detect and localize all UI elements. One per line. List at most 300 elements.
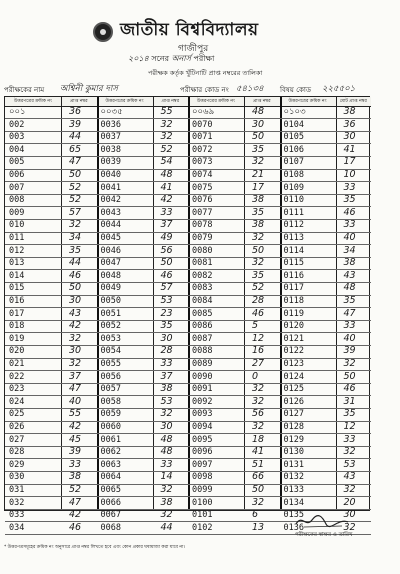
roll-number-cell: 0136 [283, 522, 304, 533]
marks-column-header: প্রাপ্ত নম্বর [61, 97, 97, 107]
roll-number-cell: 011 [9, 233, 25, 243]
roll-number-cell: 009 [9, 207, 25, 218]
marks-cell: 32 [343, 521, 356, 533]
column-divider [336, 97, 337, 510]
marks-cell: 50 [69, 282, 82, 294]
university-logo-icon [93, 22, 113, 42]
marks-cell: 32 [160, 509, 173, 521]
roll-number-cell: 010 [9, 220, 25, 231]
marks-cell: 35 [343, 295, 356, 306]
roll-number-cell: 003 [9, 132, 25, 143]
marks-cell: 40 [343, 332, 356, 344]
paper-code: ৫৪১৩৪ [236, 84, 264, 94]
marks-cell: 48 [343, 282, 356, 294]
marks-cell: 32 [69, 358, 82, 369]
roll-number-cell: 0080 [192, 245, 213, 256]
marks-cell: 14 [160, 471, 173, 483]
marks-cell: 42 [69, 421, 82, 432]
marks-cell: 46 [343, 383, 356, 395]
examiner-signature [292, 512, 352, 530]
roll-number-cell: 0114 [283, 245, 304, 256]
roll-number-cell: 0041 [100, 182, 121, 193]
roll-column-header: উত্তরপত্রের ক্রমিক নং [5, 97, 61, 107]
roll-number-cell: 016 [9, 296, 25, 306]
marks-cell: 28 [252, 295, 265, 306]
marks-cell: 17 [252, 181, 265, 193]
roll-number-cell: 0083 [192, 283, 213, 294]
marks-cell: 32 [252, 257, 265, 269]
sheet-subtitle: পরীক্ষক কর্তৃক খুঁটিনাটি প্রাপ্ত নম্বরের তালিকা [148, 69, 263, 77]
roll-number-cell: 0079 [192, 233, 213, 243]
marks-cell: 31 [343, 395, 356, 407]
roll-number-cell: 0081 [192, 258, 213, 269]
marks-cell: 47 [343, 307, 356, 319]
roll-number-cell: 0053 [100, 333, 121, 344]
marks-cell: 48 [160, 433, 173, 445]
roll-number-cell: 0077 [192, 207, 213, 218]
marks-cell: 52 [69, 194, 82, 206]
roll-number-cell: 0076 [192, 195, 213, 206]
marks-cell: 28 [160, 345, 173, 357]
exam-line-suffix: সনের [151, 54, 170, 63]
marks-cell: 32 [160, 118, 173, 130]
marks-cell: 56 [160, 244, 173, 256]
marks-cell: 50 [160, 257, 173, 269]
roll-number-cell: 015 [9, 283, 25, 294]
marks-cell: 52 [252, 282, 265, 294]
marks-cell: 43 [69, 307, 82, 319]
roll-number-cell: 024 [9, 396, 25, 407]
marks-cell: 48 [160, 169, 173, 180]
exam-line-end: পরীক্ষা [193, 54, 215, 63]
marks-cell: 38 [343, 257, 356, 269]
marks-cell: 38 [69, 471, 82, 483]
marks-cell: 5 [252, 320, 259, 332]
roll-number-cell: 0074 [192, 170, 213, 180]
marks-cell: 32 [252, 421, 265, 432]
roll-number-cell: ০১০৩ [283, 107, 306, 117]
roll-number-cell: 026 [9, 422, 25, 432]
roll-number-cell: 0087 [192, 333, 213, 344]
marks-cell: 57 [69, 206, 82, 218]
marks-cell: 52 [69, 484, 82, 495]
roll-number-cell: 0066 [100, 497, 121, 508]
roll-number-cell: 006 [9, 170, 25, 180]
roll-number-cell: 0133 [283, 485, 304, 495]
roll-number-cell: 0050 [100, 296, 121, 306]
column-divider [61, 97, 62, 510]
roll-number-cell: 0070 [192, 119, 213, 130]
roll-number-cell: 0043 [100, 207, 121, 218]
roll-number-cell: 007 [9, 182, 25, 193]
exam-line [128, 53, 214, 66]
marks-cell: 55 [160, 106, 173, 117]
marks-cell: 32 [252, 156, 265, 168]
roll-number-cell: 0095 [192, 434, 213, 445]
roll-number-cell: 034 [9, 522, 25, 533]
marks-cell: 35 [160, 320, 173, 332]
marks-cell: 0 [252, 370, 259, 382]
footnote: * উত্তরপত্রসমূহের ক্রমিক নং অনুসারে প্রাপ্ত নম্বর লিখতে হবে এবং কোন প্রকার ঘষামাজা করা যাবে না। [4, 545, 186, 550]
roll-number-cell: 0101 [192, 510, 213, 521]
roll-number-cell: 028 [9, 447, 25, 458]
roll-number-cell: 0059 [100, 409, 121, 420]
subject-code: ২২৫৫০১ [322, 84, 356, 94]
university-location: গাজীপুর [178, 44, 209, 54]
row-divider [5, 534, 97, 535]
marks-cell: 30 [160, 421, 173, 432]
marks-column-header: প্রাপ্ত নম্বর [153, 97, 189, 107]
roll-number-cell: 0038 [100, 144, 121, 155]
roll-number-cell: 027 [9, 434, 25, 445]
marks-cell: 38 [343, 106, 356, 117]
roll-number-cell: 005 [9, 157, 25, 168]
roll-number-cell: 008 [9, 195, 25, 206]
roll-column-header: উত্তরপত্রের ক্রমিক নং [97, 97, 153, 107]
marks-cell: 39 [343, 345, 356, 357]
marks-cell: 42 [69, 320, 82, 332]
roll-number-cell: 0048 [100, 270, 121, 281]
marks-cell: 6 [252, 509, 259, 521]
marks-cell: 32 [252, 395, 265, 407]
roll-number-cell: 014 [9, 270, 25, 281]
marks-cell: 27 [252, 358, 265, 369]
marks-cell: 17 [343, 156, 356, 168]
marks-cell: 38 [160, 383, 173, 395]
roll-number-cell: 0092 [192, 396, 213, 407]
roll-number-cell: 017 [9, 308, 25, 319]
marks-cell: 49 [160, 232, 173, 243]
marks-cell: 37 [160, 219, 173, 231]
roll-number-cell: 0052 [100, 321, 121, 332]
marks-cell: 40 [343, 232, 356, 243]
marks-cell: 46 [69, 269, 82, 281]
marks-cell: 48 [252, 106, 265, 117]
roll-number-cell: 0098 [192, 472, 213, 483]
roll-number-cell: 030 [9, 472, 25, 483]
marks-cell: 53 [343, 458, 356, 470]
marks-cell: 41 [252, 446, 265, 458]
marks-cell: 50 [252, 131, 265, 143]
roll-number-cell: 0089 [192, 359, 213, 369]
marks-cell: 32 [160, 131, 173, 143]
roll-number-cell: 0051 [100, 308, 121, 319]
roll-number-cell: 0068 [100, 522, 121, 533]
roll-column-header: উত্তরপত্রের ক্রমিক নং [188, 97, 244, 107]
marks-cell: 42 [69, 509, 82, 521]
marks-cell: 34 [343, 244, 356, 256]
marks-cell: 33 [160, 358, 173, 369]
marks-cell: 35 [343, 408, 356, 420]
marks-cell: 36 [343, 118, 356, 130]
roll-number-cell: 0093 [192, 409, 213, 420]
marks-cell: 32 [343, 484, 356, 495]
roll-number-cell: 0117 [283, 283, 304, 294]
roll-number-cell: 0085 [192, 308, 213, 319]
marks-cell: 36 [69, 106, 82, 117]
marks-cell: 55 [69, 408, 82, 420]
marks-cell: 12 [343, 421, 356, 432]
subject-code-label: বিষয় কোড [280, 86, 312, 94]
roll-column-header: উত্তরপত্রের ক্রমিক নং [280, 97, 336, 107]
marks-cell: 20 [343, 496, 356, 508]
examiner-name: অশ্বিনী কুমার দাস [60, 84, 118, 94]
roll-number-cell: 0104 [283, 119, 304, 130]
marks-cell: 39 [69, 446, 82, 458]
marks-cell: 50 [69, 169, 82, 180]
roll-number-cell: 0061 [100, 434, 121, 445]
marks-cell: 41 [160, 181, 173, 193]
roll-number-cell: 0116 [283, 270, 304, 281]
column-group-divider [188, 97, 190, 510]
roll-number-cell: 020 [9, 346, 25, 357]
roll-number-cell: 0115 [283, 258, 304, 269]
marks-cell: 50 [252, 244, 265, 256]
marks-cell: 35 [252, 206, 265, 218]
marks-cell: 38 [252, 194, 265, 206]
marks-cell: 35 [343, 194, 356, 206]
marks-cell: 10 [343, 169, 356, 180]
roll-number-cell: 0105 [283, 132, 304, 143]
marks-column-header: মোট প্রাপ্ত নম্বর [336, 97, 372, 107]
roll-number-cell: 0096 [192, 447, 213, 458]
marks-cell: 30 [252, 118, 265, 130]
roll-number-cell: 0135 [283, 510, 304, 521]
roll-number-cell: 021 [9, 359, 25, 369]
roll-number-cell: 0042 [100, 195, 121, 206]
roll-number-cell: 0113 [283, 233, 304, 243]
marks-cell: 32 [343, 446, 356, 458]
marks-cell: 35 [252, 269, 265, 281]
examiner-label: পরীক্ষকের নাম [4, 86, 45, 94]
marks-cell: 47 [69, 383, 82, 395]
roll-number-cell: 022 [9, 371, 25, 382]
roll-number-cell: 023 [9, 384, 25, 395]
roll-number-cell: 0088 [192, 346, 213, 357]
roll-number-cell: 0094 [192, 422, 213, 432]
roll-number-cell: 0071 [192, 132, 213, 143]
roll-number-cell: 0119 [283, 308, 304, 319]
marks-cell: 13 [252, 521, 265, 533]
roll-number-cell: 0078 [192, 220, 213, 231]
marks-cell: 32 [160, 408, 173, 420]
marks-cell: 47 [69, 156, 82, 168]
roll-number-cell: 0122 [283, 346, 304, 357]
roll-number-cell: 0082 [192, 270, 213, 281]
marks-cell: 44 [69, 257, 82, 269]
marks-cell: 46 [252, 307, 265, 319]
roll-number-cell: 0128 [283, 422, 304, 432]
roll-number-cell: 0091 [192, 384, 213, 395]
roll-number-cell: 0044 [100, 220, 121, 231]
marks-cell: 51 [252, 458, 265, 470]
university-name: জাতীয় বিশ্ববিদ্যালয় [120, 20, 259, 40]
exam-name: অনার্স [171, 54, 191, 63]
marks-cell: 30 [343, 509, 356, 521]
roll-number-cell: 004 [9, 144, 25, 155]
column-divider [153, 97, 154, 510]
marks-cell: 21 [252, 169, 265, 180]
roll-number-cell: 012 [9, 245, 25, 256]
roll-number-cell: 0106 [283, 144, 304, 155]
roll-number-cell: 0099 [192, 485, 213, 495]
roll-number-cell: 0084 [192, 296, 213, 306]
roll-number-cell: 018 [9, 321, 25, 332]
marks-cell: 53 [160, 395, 173, 407]
marks-cell: 37 [69, 370, 82, 382]
marks-cell: 32 [252, 496, 265, 508]
roll-number-cell: 0111 [283, 207, 304, 218]
marks-cell: 37 [160, 370, 173, 382]
marks-cell: 66 [252, 471, 265, 483]
roll-number-cell: 0123 [283, 359, 304, 369]
marks-cell: 33 [343, 219, 356, 231]
roll-number-cell: 0110 [283, 195, 304, 206]
marks-cell: 34 [69, 232, 82, 243]
roll-number-cell: 0127 [283, 409, 304, 420]
roll-number-cell: 019 [9, 333, 25, 344]
marks-column-header: প্রাপ্ত নম্বর [244, 97, 280, 107]
column-group-divider [97, 97, 99, 510]
marks-cell: 42 [160, 194, 173, 206]
marks-cell: 46 [160, 269, 173, 281]
marks-cell: 16 [252, 345, 265, 357]
roll-number-cell: 0040 [100, 170, 121, 180]
roll-number-cell: 0109 [283, 182, 304, 193]
signature-label: পরীক্ষকের স্বাক্ষর ও তারিখ [295, 532, 353, 538]
roll-number-cell: 0062 [100, 447, 121, 458]
roll-number-cell: 0054 [100, 346, 121, 357]
marks-cell: 57 [160, 282, 173, 294]
marks-cell: 43 [343, 269, 356, 281]
roll-number-cell: 0047 [100, 258, 121, 269]
marks-cell: 53 [160, 295, 173, 306]
column-group-divider [280, 97, 282, 510]
roll-number-cell: 0090 [192, 371, 213, 382]
marks-cell: 46 [343, 206, 356, 218]
roll-number-cell: 0058 [100, 396, 121, 407]
marks-cell: 41 [343, 143, 356, 155]
roll-number-cell: 0121 [283, 333, 304, 344]
marks-cell: 52 [160, 143, 173, 155]
marks-cell: 30 [69, 295, 82, 306]
marks-cell: 32 [252, 232, 265, 243]
marks-table [4, 96, 370, 533]
marks-cell: 18 [252, 433, 265, 445]
roll-number-cell: 0067 [100, 510, 121, 521]
marks-cell: 30 [160, 332, 173, 344]
marks-cell: 43 [343, 471, 356, 483]
marks-cell: 30 [69, 345, 82, 357]
marks-cell: 52 [69, 181, 82, 193]
roll-number-cell: 033 [9, 510, 25, 521]
marks-cell: 32 [343, 358, 356, 369]
roll-number-cell: 0112 [283, 220, 304, 231]
marks-cell: 32 [252, 383, 265, 395]
marks-cell: 50 [343, 370, 356, 382]
roll-number-cell: 0072 [192, 144, 213, 155]
marks-cell: 46 [69, 521, 82, 533]
roll-number-cell: 0063 [100, 459, 121, 470]
paper-code-label: পরীক্ষার কোড নং [180, 86, 229, 94]
roll-number-cell: 0086 [192, 321, 213, 332]
marks-cell: 39 [69, 118, 82, 130]
roll-number-cell: 025 [9, 409, 25, 420]
roll-number-cell: 0056 [100, 371, 121, 382]
marks-cell: 30 [343, 131, 356, 143]
roll-number-cell: 0037 [100, 132, 121, 143]
roll-number-cell: 0132 [283, 472, 304, 483]
roll-number-cell: 0125 [283, 384, 304, 395]
marks-cell: 12 [252, 332, 265, 344]
roll-number-cell: 0102 [192, 522, 213, 533]
marks-cell: 33 [69, 458, 82, 470]
roll-number-cell: 0107 [283, 157, 304, 168]
marks-cell: 32 [160, 484, 173, 495]
roll-number-cell: ০০৩৫ [100, 107, 123, 117]
roll-number-cell: 0049 [100, 283, 121, 294]
roll-number-cell: 0100 [192, 497, 213, 508]
marks-cell: 40 [69, 395, 82, 407]
roll-number-cell: 0120 [283, 321, 304, 332]
roll-number-cell: 0130 [283, 447, 304, 458]
marks-cell: 23 [160, 307, 173, 319]
roll-number-cell: 0126 [283, 396, 304, 407]
roll-number-cell: 0036 [100, 119, 121, 130]
marks-cell: 50 [252, 484, 265, 495]
roll-number-cell: ০০৬৯ [192, 107, 215, 117]
row-divider [97, 534, 189, 535]
marks-cell: 35 [252, 143, 265, 155]
roll-number-cell: 0075 [192, 182, 213, 193]
marks-cell: 48 [160, 446, 173, 458]
marks-cell: 38 [160, 496, 173, 508]
roll-number-cell: 0134 [283, 497, 304, 508]
marks-cell: 35 [69, 244, 82, 256]
roll-number-cell: 013 [9, 258, 25, 269]
roll-number-cell: 0046 [100, 245, 121, 256]
marks-cell: 38 [252, 219, 265, 231]
roll-number-cell: 0060 [100, 422, 121, 432]
marks-cell: 33 [343, 320, 356, 332]
marks-cell: 33 [160, 458, 173, 470]
roll-number-cell: 0064 [100, 472, 121, 483]
marks-cell: 33 [343, 181, 356, 193]
roll-number-cell: 032 [9, 497, 25, 508]
column-divider [244, 97, 245, 510]
marks-cell: 33 [343, 433, 356, 445]
marks-cell: 47 [69, 496, 82, 508]
roll-number-cell: 0045 [100, 233, 121, 243]
roll-number-cell: 031 [9, 485, 25, 495]
roll-number-cell: 0108 [283, 170, 304, 180]
roll-number-cell: ০০১ [9, 107, 26, 117]
examiner-info-row [4, 82, 396, 96]
marks-cell: 33 [160, 206, 173, 218]
marks-cell: 56 [252, 408, 265, 420]
roll-number-cell: 0073 [192, 157, 213, 168]
roll-number-cell: 0131 [283, 459, 304, 470]
marks-cell: 54 [160, 156, 173, 168]
roll-number-cell: 0065 [100, 485, 121, 495]
marks-cell: 44 [160, 521, 173, 533]
roll-number-cell: 0057 [100, 384, 121, 395]
marks-cell: 44 [69, 131, 82, 143]
marks-cell: 32 [69, 219, 82, 231]
roll-number-cell: 002 [9, 119, 25, 130]
exam-year: ২০১৪ [128, 54, 149, 63]
row-divider [188, 534, 280, 535]
